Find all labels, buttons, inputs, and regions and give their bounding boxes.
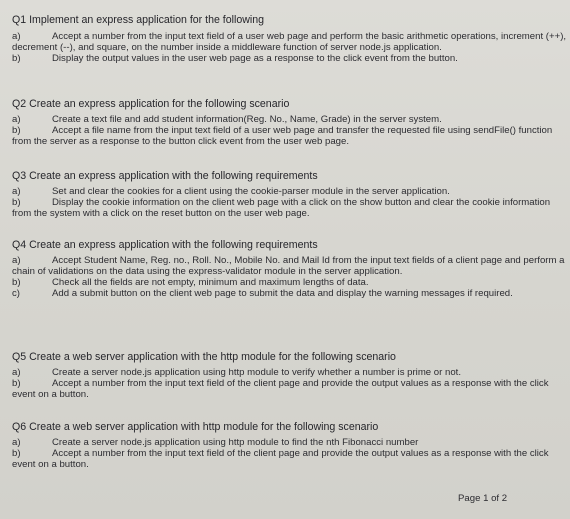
sub-item — [12, 114, 568, 125]
question-6 — [12, 421, 568, 470]
item-text: Accept Student Name, Reg. no., Roll. No., Mobile No. and Mail Id from the input text fields of a client page and perform a chain of validations on the data using the express-validator module in the server application. — [12, 255, 565, 277]
sub-item — [12, 31, 568, 53]
question-3 — [12, 170, 568, 219]
page-number: Page 1 of 2 — [458, 493, 508, 504]
question-1 — [12, 14, 568, 64]
question-title: Q3 Create an express application with the following requirements — [12, 170, 318, 182]
item-text: Create a server node.js application using http module to verify whether a number is prime or not. — [52, 367, 462, 378]
item-text: Display the output values in the user web page as a response to the click event from the button. — [52, 53, 458, 64]
sub-item — [12, 186, 568, 197]
sub-item — [12, 448, 568, 470]
item-text: Create a text file and add student information(Reg. No., Name, Grade) in the server system. — [52, 114, 442, 125]
item-text: Create a server node.js application using http module to find the nth Fibonacci number — [52, 437, 419, 448]
sub-item — [12, 288, 568, 299]
sub-item — [12, 53, 568, 64]
item-label: b) — [12, 53, 21, 64]
item-label: b) — [12, 378, 21, 389]
item-text: Check all the fields are not empty, minimum and maximum lengths of data. — [52, 277, 369, 288]
item-label: a) — [12, 114, 21, 125]
question-2 — [12, 98, 568, 147]
item-label: a) — [12, 255, 21, 266]
sub-item — [12, 378, 568, 400]
item-label: a) — [12, 186, 21, 197]
sub-item — [12, 277, 568, 288]
question-title: Q6 Create a web server application with http module for the following scenario — [12, 421, 379, 433]
item-label: b) — [12, 125, 21, 136]
item-label: a) — [12, 367, 21, 378]
item-text: Accept a number from the input text field of the client page and provide the output values as a response with the click event on a button. — [12, 378, 549, 400]
sub-item — [12, 367, 568, 378]
item-text: Accept a number from the input text field of the client page and provide the output values as a response with the click event on a button. — [12, 448, 549, 470]
question-title: Q5 Create a web server application with the http module for the following scenario — [12, 351, 396, 363]
item-text: Accept a number from the input text field of a user web page and perform the basic arithmetic operations, increment (++), decrement (--), and square, on the number inside a middleware function of server node.js application. — [12, 31, 567, 53]
sub-item — [12, 125, 568, 147]
item-text: Set and clear the cookies for a client using the cookie-parser module in the server application. — [52, 186, 450, 197]
item-label: b) — [12, 197, 21, 208]
question-5 — [12, 351, 568, 400]
question-title: Q4 Create an express application with the following requirements — [12, 239, 318, 251]
sub-item — [12, 197, 568, 219]
sub-item — [12, 437, 568, 448]
item-label: a) — [12, 31, 21, 42]
question-title: Q2 Create an express application for the following scenario — [12, 98, 290, 110]
item-label: b) — [12, 448, 21, 459]
question-title: Q1 Implement an express application for the following — [12, 14, 265, 26]
item-text: Display the cookie information on the client web page with a click on the show button and clear the cookie information from the system with a click on the reset button on the user web page. — [12, 197, 551, 219]
item-label: b) — [12, 277, 21, 288]
item-label: c) — [12, 288, 20, 299]
item-text: Add a submit button on the client web page to submit the data and display the warning messages if required. — [52, 288, 513, 299]
item-text: Accept a file name from the input text field of a user web page and transfer the requested file using sendFile() function from the server as a response to the button click event from the user web page. — [12, 125, 553, 147]
sub-item — [12, 255, 568, 277]
item-label: a) — [12, 437, 21, 448]
question-4 — [12, 239, 568, 299]
